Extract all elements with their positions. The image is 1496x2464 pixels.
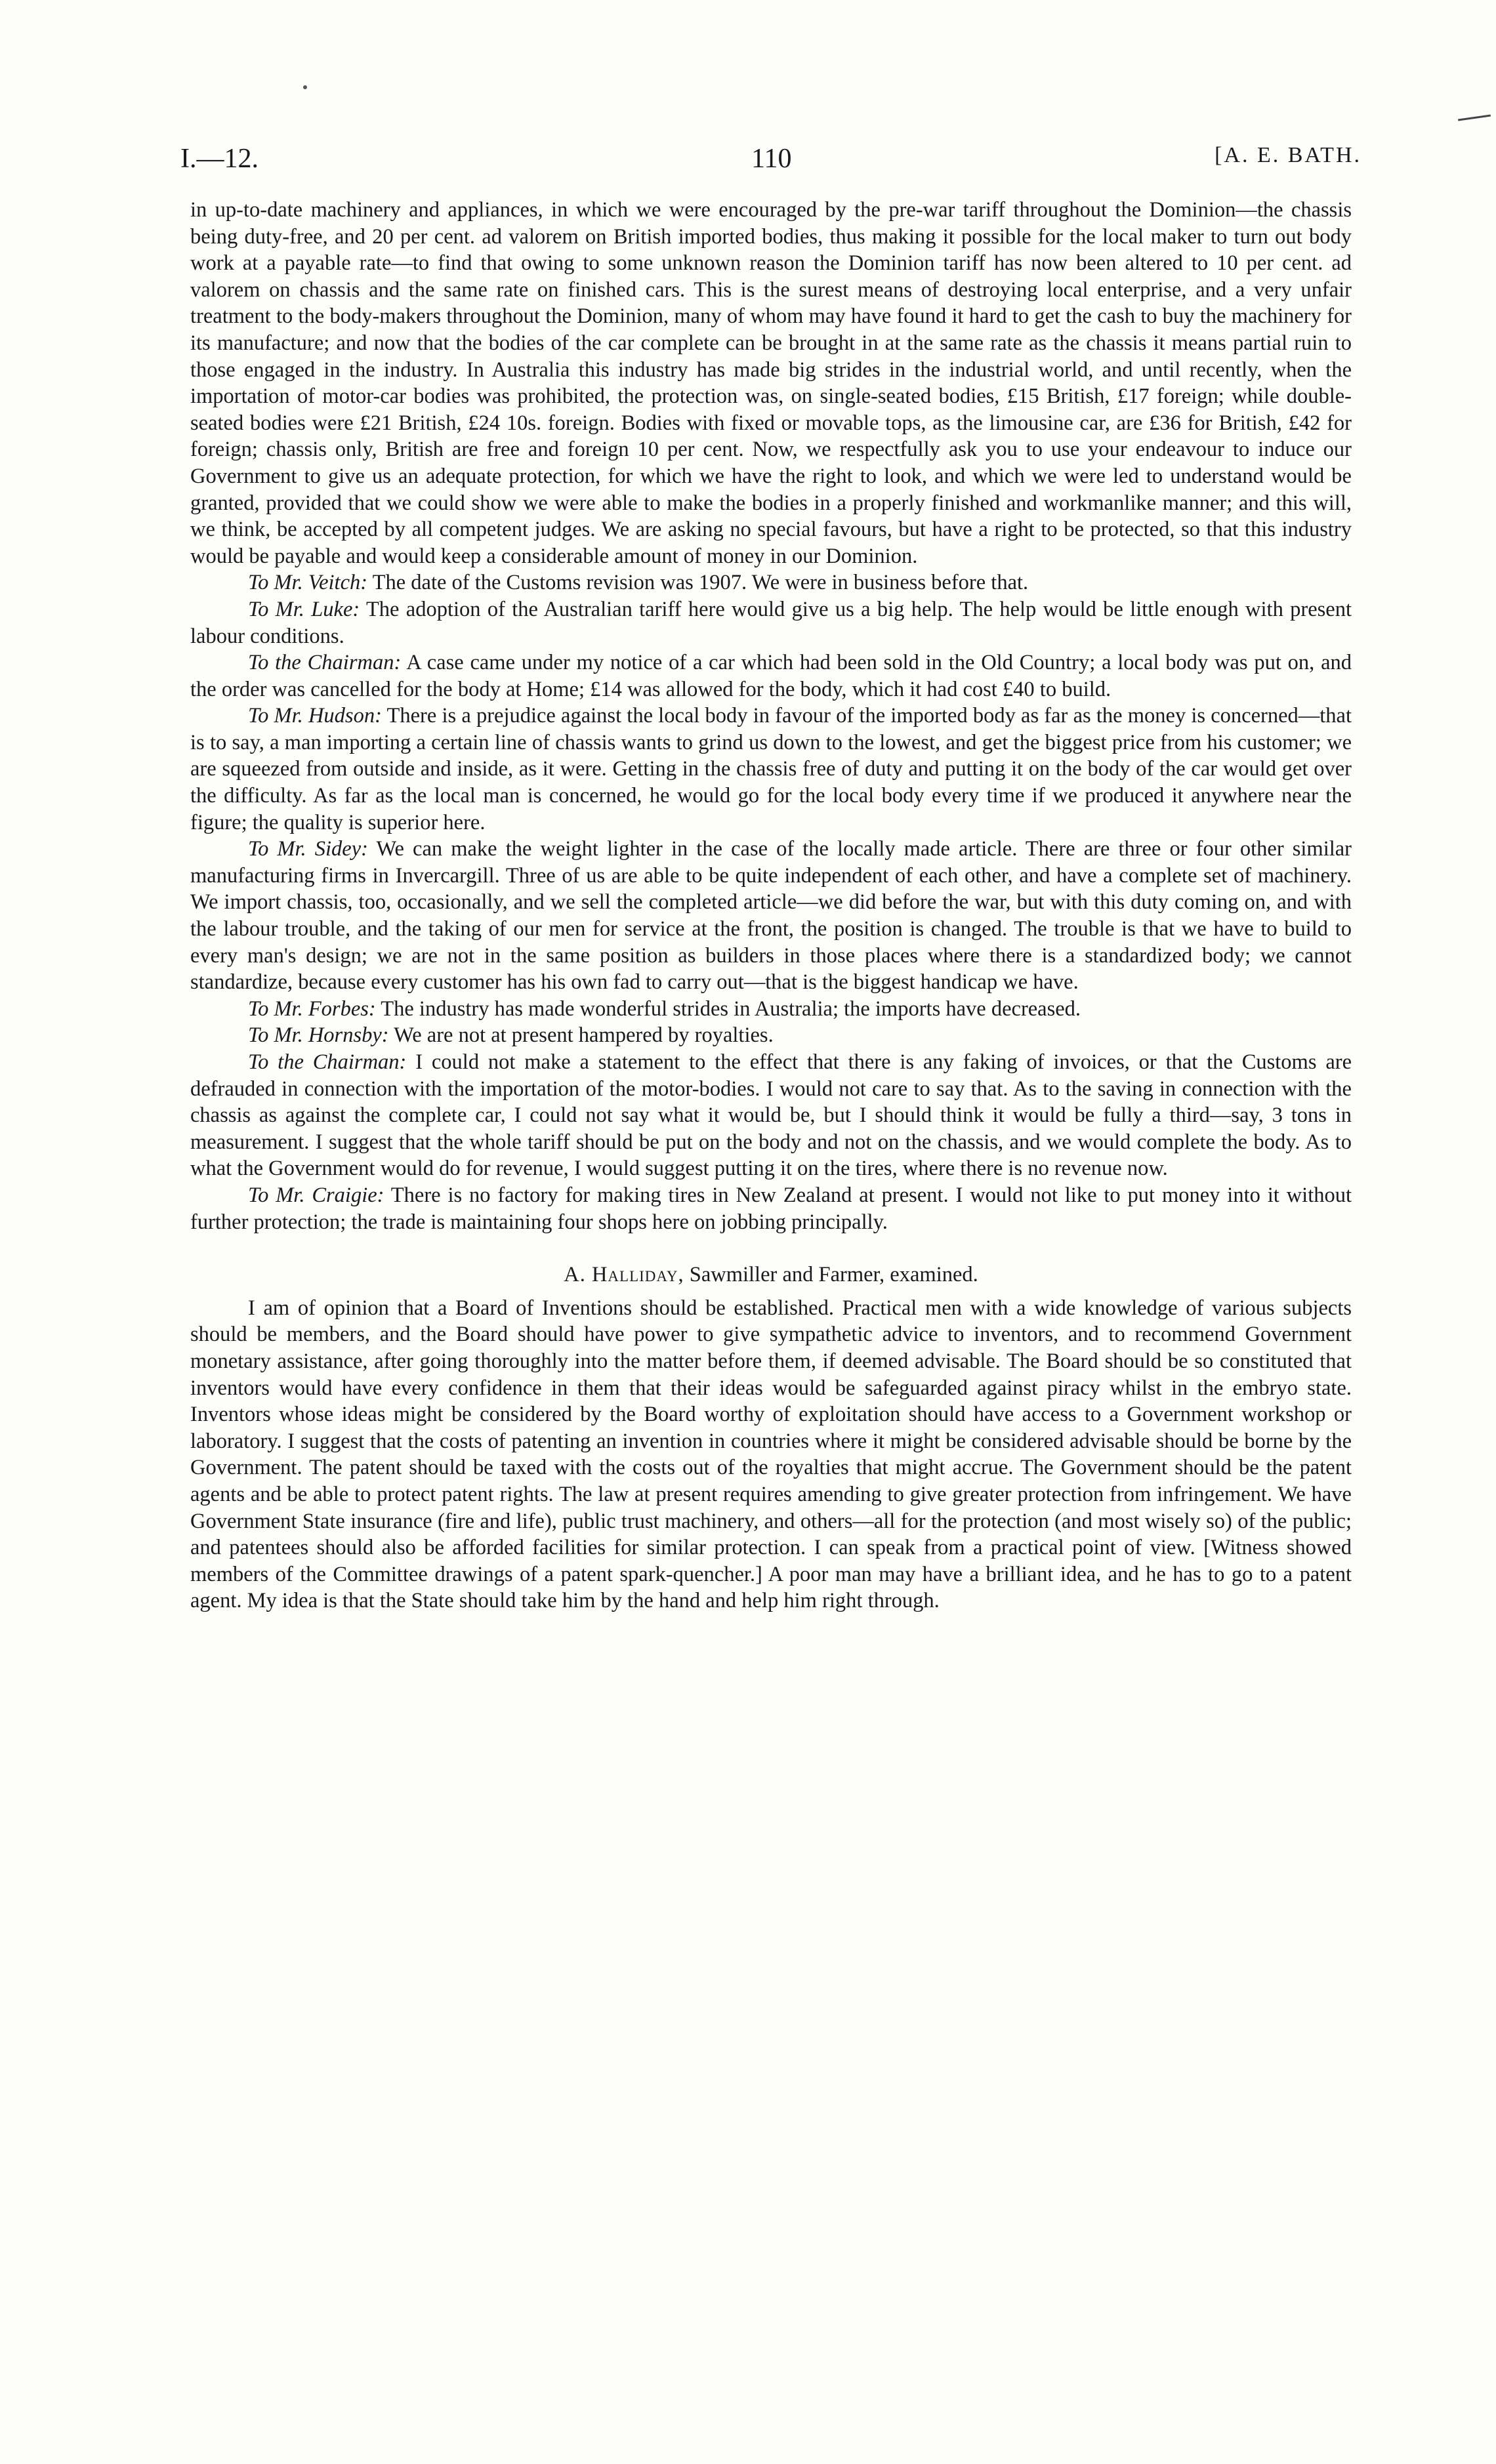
paragraph: To the Chairman: A case came under my notice of a car which had been sold in the Old Country; a local body was put on, and the order was cancelled for the body at Home; £14 was allowed for the body, which it had cost £40 to build. xyxy=(190,651,1352,701)
page-header xyxy=(180,143,1361,182)
body-text xyxy=(190,197,1352,1614)
paragraph: To Mr. Hudson: There is a prejudice against the local body in favour of the imported body as far as the money is concerned—that is to say, a man importing a certain line of chassis wants to grind us down to the lowest, and get the biggest price from his customer; we are squeezed from outside and inside, as it were. Getting in the chassis free of duty and putting it on the body of the car would get over the difficulty. As far as the local man is concerned, he would go for the local body every time if we produced it anywhere near the figure; the quality is superior here. xyxy=(190,704,1352,834)
paragraph: To Mr. Hornsby: We are not at present hampered by royalties. xyxy=(248,1023,774,1048)
document-reference: I.—12. xyxy=(180,144,259,174)
paragraph: To Mr. Luke: The adoption of the Australian tariff here would give us a big help. The help would be little enough with present labour conditions. xyxy=(190,597,1352,648)
witness-name: [A. E. BATH. xyxy=(1215,143,1361,167)
paragraph: I am of opinion that a Board of Inventions should be established. Practical men with a wide knowledge of various subjects should be members, and the Board should have power to give sympathetic advice to inventors, and to recommend Government monetary assistance, after going thoroughly into the matter before them, if deemed advisable. The Board should be so constituted that inventors would have every confidence in them that their ideas would be safeguarded against piracy whilst in the embryo state. Inventors whose ideas might be considered by the Board worthy of exploitation should have access to a Government workshop or laboratory. I suggest that the costs of patenting an invention in countries where it might be considered advisable should be borne by the Government. The patent should be taxed with the costs out of the royalties that might accrue. The Government should be the patent agents and be able to protect patent rights. The law at present requires amending to give greater protection from infringement. We have Government State insurance (fire and life), public trust machinery, and others—all for the protection (and most wisely so) of the public; and patentees should also be afforded facilities for similar protection. I can speak from a practical point of view. [Witness showed members of the Committee drawings of a patent spark-quencher.] A poor man may have a brilliant idea, and he has to go to a patent agent. My idea is that the State should take him by the hand and help him right through. xyxy=(190,1296,1352,1613)
speaker-label: To the Chairman: xyxy=(248,1050,407,1074)
speaker-label: To Mr. Veitch: xyxy=(248,571,368,595)
speaker-label: To Mr. Craigie: xyxy=(248,1183,384,1207)
speaker-label: To Mr. Hudson: xyxy=(248,704,382,728)
speaker-label: To Mr. Luke: xyxy=(248,597,360,621)
paragraph: To Mr. Veitch: The date of the Customs revision was 1907. We were in business before that. xyxy=(248,571,1029,595)
speaker-label: To the Chairman: xyxy=(248,651,402,675)
paragraph: To Mr. Craigie: There is no factory for making tires in New Zealand at present. I would not like to put money into it without further protection; the trade is maintaining four shops here on jobbing principally. xyxy=(190,1183,1352,1234)
witness-heading-name: A. Halliday, xyxy=(564,1263,684,1287)
margin-mark xyxy=(1458,115,1491,121)
paragraph: in up-to-date machinery and appliances, in which we were encouraged by the pre-war tariff throughout the Dominion—the chassis being duty-free, and 20 per cent. ad valorem on British imported bodies, thus making it possible for the local maker to turn out body work at a payable rate—to find that owing to some unknown reason the Dominion tariff has now been altered to 10 per cent. ad valorem on chassis and the same rate on finished cars. This is the surest means of destroying local enterprise, and a very unfair treatment to the body-makers throughout the Dominion, many of whom may have found it hard to get the cash to buy the machinery for its manufacture; and now that the bodies of the car complete can be brought in at the same rate as the chassis it means partial ruin to those engaged in the industry. In Australia this industry has made big strides in the industrial world, and until recently, when the importation of motor-car bodies was prohibited, the protection was, on single-seated bodies, £15 British, £17 foreign; while double-seated bodies were £21 British, £24 10s. foreign. Bodies with fixed or movable tops, as the limousine car, are £36 for British, £42 for foreign; chassis only, British are free and foreign 10 per cent. Now, we respectfully ask you to use your endeavour to induce our Government to give us an adequate protection, for which we have the right to look, and which we were led to understand would be granted, provided that we could show we were able to make the bodies in a properly finished and workmanlike manner; and this will, we think, be accepted by all competent judges. We are asking no special favours, but have a right to be protected, so that this industry would be payable and would keep a considerable amount of money in our Dominion. xyxy=(190,198,1352,568)
section-heading: A. Halliday, Sawmiller and Farmer, examined. xyxy=(564,1263,978,1287)
speaker-label: To Mr. Sidey: xyxy=(248,837,368,861)
page-number: 110 xyxy=(751,144,792,174)
speaker-label: To Mr. Hornsby: xyxy=(248,1023,389,1048)
paragraph: To Mr. Sidey: We can make the weight lighter in the case of the locally made article. There are three or four other similar manufacturing firms in Invercargill. Three of us are able to be quite independent of each other, and have a complete set of machinery. We import chassis, too, occasionally, and we sell the completed article—we did before the war, but with this duty coming on, and with the labour trouble, and the taking of our men for service at the front, the position is changed. The trouble is that we have to build to every man's design; we are not in the same position as builders in those places where there is a standardized body; we cannot standardize, because every customer has his own fad to carry out—that is the biggest handicap we have. xyxy=(190,837,1352,995)
paragraph: To the Chairman: I could not make a statement to the effect that there is any faking of invoices, or that the Customs are defrauded in connection with the importation of the motor-bodies. I would not care to say that. As to the saving in connection with the chassis as against the complete car, I could not say what it would be, but I should think it would be fully a third—say, 3 tons in measurement. I suggest that the whole tariff should be put on the body and not on the chassis, and we would complete the body. As to what the Government would do for revenue, I would suggest putting it on the tires, where there is no revenue now. xyxy=(190,1050,1352,1181)
speck-mark xyxy=(303,85,307,89)
speaker-label: To Mr. Forbes: xyxy=(248,996,376,1021)
paragraph: To Mr. Forbes: The industry has made wonderful strides in Australia; the imports have decreased. xyxy=(248,996,1081,1021)
